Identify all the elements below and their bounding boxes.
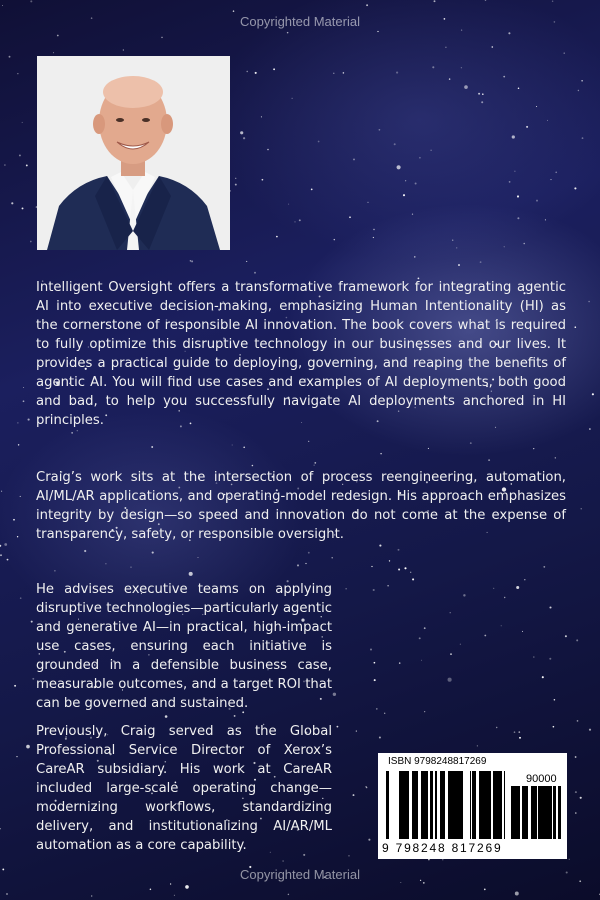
author-portrait-image bbox=[37, 56, 230, 250]
watermark-top: Copyrighted Material bbox=[240, 14, 360, 29]
isbn-barcode bbox=[378, 753, 567, 859]
author-advisory-paragraph: He advises executive teams on applying disruptive technologies—particularly agentic and generative AI—in practical, high-impact use cases, ensuring each initiative is grounded in a defensible business case, measurable outcomes, and a target ROI that can be governed and sustained. bbox=[36, 582, 332, 711]
author-background-paragraph: Previously, Craig served as the Global Professional Service Director of Xerox’s CareAR subsidiary. His work at CareAR included large-scale operating change—modernizing workflows, standardizing delivery, and institutionalizing AI/AR/ML automation as a core capability. bbox=[36, 724, 332, 853]
ean-barcode-bars bbox=[386, 771, 508, 839]
isbn-label: ISBN 9798248817269 bbox=[388, 756, 487, 767]
isbn-digits: 9 798248 817269 bbox=[382, 841, 503, 855]
watermark-bottom: Copyrighted Material bbox=[240, 867, 360, 882]
author-work-paragraph: Craig’s work sits at the intersection of process reengineering, automation, AI/ML/AR applications, and operating-model redesign. His approach emphasizes integrity by design—so speed and innovation do not come at the expense of transparency, safety, or responsible oversight. bbox=[36, 470, 566, 542]
author-photo bbox=[37, 56, 230, 250]
book-description-paragraph: Intelligent Oversight offers a transformative framework for integrating agentic AI into executive decision-making, emphasizing Human Intentionality (HI) as the cornerstone of responsible AI innovation. The book covers what is required to fully optimize this disruptive technology in our businesses and our lives. It provides a practical guide to deploying, governing, and reaping the benefits of agentic AI. You will find use cases and examples of AI deployments, both good and bad, to help you successfully navigate AI deployments anchored in HI principles. bbox=[36, 280, 566, 428]
price-code-label: 90000 bbox=[526, 773, 557, 785]
addon-barcode-bars bbox=[511, 786, 563, 839]
